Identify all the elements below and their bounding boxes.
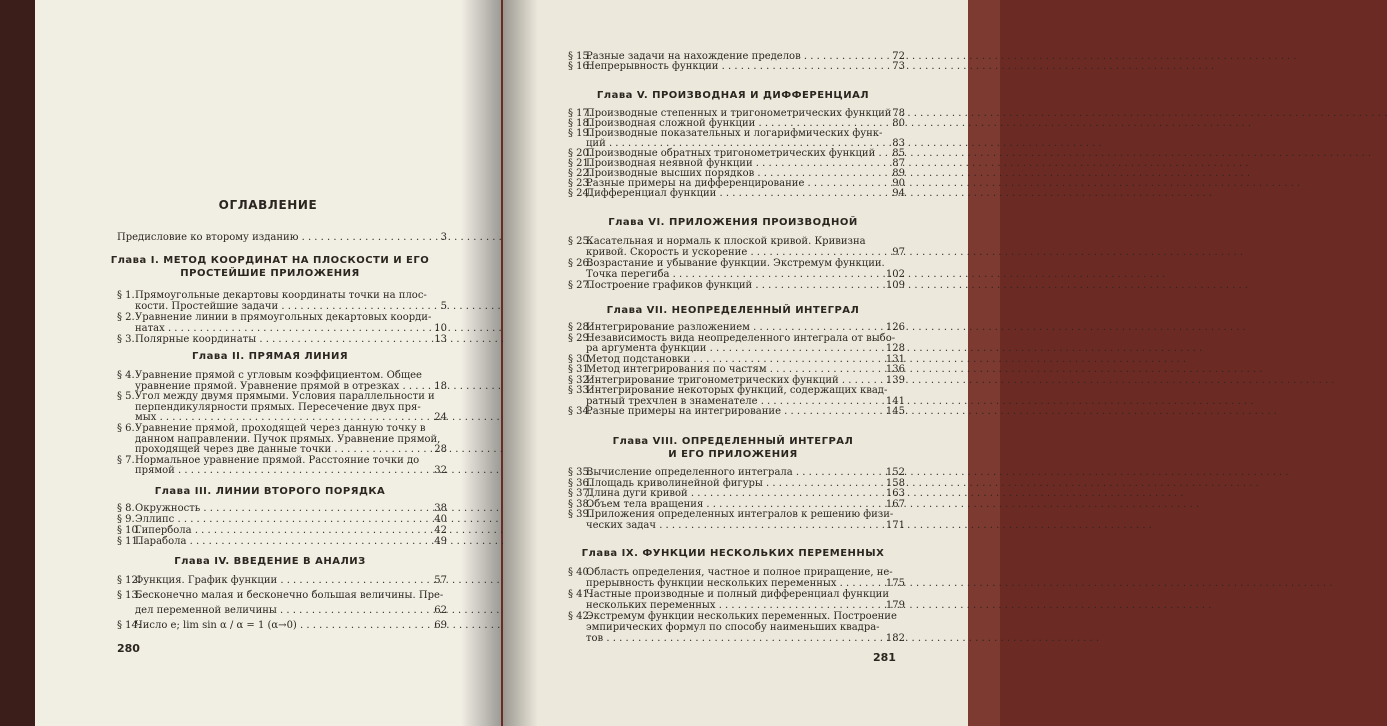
toc-entry[interactable] <box>568 158 905 168</box>
entry-text: Метод интегрирования по частям . . . <box>586 364 869 376</box>
toc-entry[interactable] <box>568 280 905 291</box>
entry-text: Дифференциал функции . . . <box>586 188 869 200</box>
entry-page: 167 <box>885 498 905 510</box>
toc-entry[interactable] <box>117 402 447 413</box>
toc-entry[interactable] <box>117 455 447 466</box>
entry-page: 78 <box>892 108 905 119</box>
chapter-7-entries <box>568 322 905 417</box>
entry-page: 13 <box>434 334 447 345</box>
toc-entry[interactable] <box>568 385 905 396</box>
section-number: § 18. <box>568 118 593 129</box>
section-number: § 2. <box>117 312 135 323</box>
chapter-2-entries <box>117 370 447 476</box>
entry-text: ра аргумента функции . . . <box>586 343 869 355</box>
chapter-7-heading: Глава VII. НЕОПРЕДЕЛЕННЫЙ ИНТЕГРАЛ <box>606 305 860 316</box>
entry-text: Парабола . . . <box>135 536 411 548</box>
section-number: § 30. <box>568 353 593 365</box>
entry-page: 24 <box>434 412 447 424</box>
section-number: § 16. <box>568 61 593 72</box>
entry-page: 179 <box>885 600 905 611</box>
toc-entry[interactable] <box>568 168 905 178</box>
preface-page: 3 <box>440 232 447 243</box>
section-number: § 25. <box>568 236 593 247</box>
toc-entry[interactable] <box>117 536 447 547</box>
chapter-6-entries <box>568 236 905 291</box>
toc-entry[interactable] <box>568 589 905 600</box>
chapter-1-entries <box>117 290 447 345</box>
chapter-9-heading: Глава IX. ФУНКЦИИ НЕСКОЛЬКИХ ПЕРЕМЕННЫХ <box>581 548 885 559</box>
section-number: § 41. <box>568 589 593 600</box>
section-number: § 38. <box>568 498 593 510</box>
entry-page: 32 <box>434 465 447 477</box>
section-number: § 36. <box>568 477 593 489</box>
entry-text: ций . . . <box>586 138 869 150</box>
chapter-3-heading: Глава III. ЛИНИИ ВТОРОГО ПОРЯДКА <box>154 486 386 497</box>
entry-page: 5 <box>440 301 447 312</box>
toc-entry[interactable] <box>568 488 905 499</box>
preface-entry[interactable] <box>117 232 447 244</box>
section-number: § 11. <box>117 536 142 547</box>
entry-page: 126 <box>885 322 905 333</box>
chapter-4-heading: Глава IV. ВВЕДЕНИЕ В АНАЛИЗ <box>174 556 366 567</box>
entry-text: Вычисление определенного интеграла . . . <box>586 467 869 479</box>
entry-page: 42 <box>434 525 447 536</box>
toc-entry[interactable] <box>117 444 447 455</box>
toc-entry[interactable] <box>568 333 905 344</box>
toc-entry[interactable] <box>568 633 905 644</box>
entry-page: 102 <box>885 269 905 280</box>
entry-text: дел переменной величины . . . <box>135 605 411 617</box>
toc-entry[interactable] <box>568 354 905 365</box>
entry-page: 109 <box>885 280 905 291</box>
toc-entry[interactable] <box>568 128 905 138</box>
entry-text: Возрастание и убывание функции. Экстремум функции. <box>586 258 885 269</box>
toc-entry[interactable] <box>117 412 447 423</box>
toc-entry[interactable] <box>568 364 905 375</box>
entry-text: Объем тела вращения . . . <box>586 499 869 511</box>
toc-entry[interactable] <box>117 620 447 635</box>
section-number: § 37. <box>568 488 593 499</box>
toc-entry[interactable] <box>568 61 905 71</box>
toc-entry[interactable] <box>568 578 905 589</box>
section-number: § 13. <box>117 590 142 601</box>
section-number: § 29. <box>568 332 593 344</box>
toc-entry[interactable] <box>117 423 447 434</box>
chapter-3-entries <box>117 503 447 547</box>
entry-text: Уравнение прямой, проходящей через данную точку в <box>135 422 426 434</box>
entry-page: 10 <box>434 323 447 334</box>
section-number: § 1. <box>117 290 135 301</box>
toc-entry[interactable] <box>117 334 447 345</box>
entry-text: Частные производные и полный дифференциал функции <box>586 589 889 600</box>
toc-entry[interactable] <box>568 396 905 407</box>
section-number: § 14. <box>117 620 142 631</box>
entry-text: Построение графиков функций . . . <box>586 280 869 292</box>
chapter-8-entries <box>568 467 905 530</box>
entry-page: 80 <box>892 118 905 129</box>
toc-entry[interactable] <box>568 406 905 417</box>
entry-text: Область определения, частное и полное приращение, не- <box>586 567 893 578</box>
toc-entry[interactable] <box>117 514 447 525</box>
entry-text: Интегрирование некоторых функций, содержащих квад- <box>586 385 888 396</box>
page-number-right: 281 <box>873 651 896 664</box>
gutter-shadow-right <box>503 0 538 726</box>
toc-entry[interactable] <box>568 322 905 333</box>
entry-page: 131 <box>885 353 905 365</box>
entry-text: Экстремум функции нескольких переменных. Построение <box>586 611 897 622</box>
entry-page: 175 <box>885 578 905 589</box>
section-number: § 35. <box>568 467 593 478</box>
entry-text: Производные степенных и тригонометрических функций . . . <box>586 108 869 120</box>
entry-page: 57 <box>434 575 447 586</box>
chapter-5-heading: Глава V. ПРОИЗВОДНАЯ И ДИФФЕРЕНЦИАЛ <box>596 90 870 101</box>
entry-text: Площадь криволинейной фигуры . . . <box>586 478 869 490</box>
section-number: § 5. <box>117 391 135 403</box>
chapter-5-entries <box>568 108 905 198</box>
entry-text: Приложения определенных интегралов к решению физи- <box>586 509 894 520</box>
section-number: § 7. <box>117 454 135 466</box>
toc-entry[interactable] <box>568 343 905 354</box>
entry-page: 90 <box>892 178 905 189</box>
toc-entry[interactable] <box>568 148 905 158</box>
toc-entry[interactable] <box>117 323 447 334</box>
entry-page: 40 <box>434 514 447 525</box>
entry-text: Производные обратных тригонометрических функций . . . <box>586 148 869 160</box>
entry-text: Функция. График функции . . . <box>135 575 411 587</box>
entry-text: Непрерывность функции . . . <box>586 61 869 73</box>
entry-text: Интегрирование тригонометрических функций . . . <box>586 375 869 387</box>
entry-text: Гипербола . . . <box>135 525 411 537</box>
entry-page: 87 <box>892 158 905 169</box>
toc-entry[interactable] <box>568 467 905 478</box>
entry-text: Производная сложной функции . . . <box>586 118 869 130</box>
toc-entry[interactable] <box>568 178 905 188</box>
entry-page: 38 <box>434 503 447 514</box>
entry-page: 69 <box>434 620 447 631</box>
section-number: § 12. <box>117 575 142 586</box>
toc-entry[interactable] <box>117 605 447 620</box>
section-number: § 4. <box>117 370 135 381</box>
toc-entry[interactable] <box>568 236 905 247</box>
section-number: § 39. <box>568 509 593 520</box>
chapter-8-heading: Глава VIII. ОПРЕДЕЛЕННЫЙ ИНТЕГРАЛ И ЕГО ПРИЛОЖЕНИЯ <box>612 436 854 460</box>
entry-page: 139 <box>885 374 905 386</box>
section-number: § 20. <box>568 148 593 159</box>
entry-text: Касательная и нормаль к плоской кривой. Кривизна <box>586 236 866 247</box>
toc-entry[interactable] <box>117 312 447 323</box>
section-number: § 31. <box>568 364 593 375</box>
toc-entry[interactable] <box>568 520 905 531</box>
entry-text: Окружность . . . <box>135 503 411 515</box>
toc-entry[interactable] <box>117 575 447 590</box>
section-number: § 3. <box>117 334 135 345</box>
entry-page: 128 <box>885 343 905 354</box>
entry-text: проходящей через две данные точки . . . <box>135 444 411 456</box>
toc-entry[interactable] <box>568 375 905 386</box>
entry-text: Уравнение прямой с угловым коэффициентом. Общее <box>135 370 422 381</box>
section-number: § 22. <box>568 168 593 179</box>
toc-entry[interactable] <box>568 567 905 578</box>
toc-entry[interactable] <box>117 290 447 301</box>
entry-text: Нормальное уравнение прямой. Расстояние точки до <box>135 454 420 466</box>
toc-entry[interactable] <box>568 478 905 489</box>
entry-page: 28 <box>434 444 447 456</box>
toc-entry[interactable] <box>117 590 447 605</box>
section-number: § 17. <box>568 108 593 119</box>
section-number: § 32. <box>568 374 593 386</box>
entry-text: Точка перегиба . . . <box>586 269 869 281</box>
entry-page: 158 <box>885 477 905 489</box>
entry-page: 49 <box>434 536 447 547</box>
entry-text: Угол между двумя прямыми. Условия параллельности и <box>135 391 435 403</box>
entry-text: уравнение прямой. Уравнение прямой в отрезках . . . <box>135 381 411 393</box>
toc-entry[interactable] <box>568 188 905 198</box>
toc-entry[interactable] <box>568 108 905 118</box>
chapter-4-entries <box>117 575 447 635</box>
toc-title: ОГЛАВЛЕНИЕ <box>218 198 318 212</box>
toc-entry[interactable] <box>117 370 447 381</box>
section-number: § 40. <box>568 567 593 578</box>
toc-entry[interactable] <box>117 381 447 392</box>
section-number: § 19. <box>568 128 593 139</box>
section-number: § 23. <box>568 178 593 189</box>
entry-page: 182 <box>885 633 905 644</box>
entry-text: Уравнение линии в прямоугольных декартовых коорди- <box>135 312 432 323</box>
toc-entry[interactable] <box>568 258 905 269</box>
entry-text: прерывность функции нескольких переменных . . . <box>586 578 869 590</box>
entry-text: Производная неявной функции . . . <box>586 158 869 170</box>
entry-page: 163 <box>885 488 905 499</box>
book-cover-left <box>0 0 35 726</box>
entry-text: Длина дуги кривой . . . <box>586 488 869 500</box>
entry-text: Независимость вида неопределенного интеграла от выбо- <box>586 332 896 344</box>
entry-text: мых . . . <box>135 412 411 424</box>
toc-entry[interactable] <box>117 434 447 445</box>
entry-text: Метод подстановки . . . <box>586 354 869 366</box>
entry-text: ческих задач . . . <box>586 520 869 532</box>
section-number: § 6. <box>117 422 135 434</box>
entry-text: Разные примеры на дифференцирование . . . <box>586 178 869 190</box>
toc-entry[interactable] <box>568 499 905 510</box>
top-entries <box>568 51 905 71</box>
section-number: § 27. <box>568 280 593 291</box>
toc-entry[interactable] <box>568 269 905 280</box>
toc-entry[interactable] <box>568 611 905 622</box>
right-page <box>503 0 968 726</box>
toc-entry[interactable] <box>117 301 447 312</box>
section-number: § 24. <box>568 188 593 199</box>
entry-text: Производные показательных и логарифмических функ- <box>586 128 883 139</box>
entry-text: Полярные координаты . . . <box>135 334 411 346</box>
entry-page: 73 <box>892 61 905 72</box>
entry-text: Разные задачи на нахождение пределов . . . <box>586 51 869 63</box>
section-number: § 10. <box>117 525 142 536</box>
entry-text: Разные примеры на интегрирование . . . <box>586 406 869 418</box>
toc-entry[interactable] <box>568 118 905 128</box>
entry-text: Производные высших порядков . . . <box>586 168 869 180</box>
toc-entry[interactable] <box>117 465 447 476</box>
entry-text: тов . . . <box>586 633 869 645</box>
preface-text: Предисловие ко второму изданию . . . <box>117 232 411 244</box>
section-number: § 15. <box>568 51 593 62</box>
entry-page: 62 <box>434 605 447 616</box>
entry-text: Интегрирование разложением . . . <box>586 322 869 334</box>
entry-page: 89 <box>892 168 905 179</box>
section-number: § 8. <box>117 503 135 514</box>
section-number: § 42. <box>568 611 593 622</box>
entry-page: 94 <box>892 188 905 199</box>
entry-page: 136 <box>885 364 905 375</box>
chapter-9-entries <box>568 567 905 644</box>
section-number: § 21. <box>568 158 593 169</box>
gutter-shadow-left <box>461 0 501 726</box>
entry-text: эмпирических формул по способу наименьших квадра- <box>586 622 880 633</box>
entry-text: данном направлении. Пучок прямых. Уравнение прямой, <box>135 433 441 445</box>
section-number: § 9. <box>117 514 135 525</box>
left-page <box>35 0 501 726</box>
section-number: § 28. <box>568 322 593 333</box>
chapter-1-heading: Глава I. МЕТОД КООРДИНАТ НА ПЛОСКОСТИ И ЕГО ПРОСТЕЙШИЕ ПРИЛОЖЕНИЯ <box>110 255 430 279</box>
entry-text: Прямоугольные декартовы координаты точки на плос- <box>135 290 427 301</box>
entry-text: перпендикулярности прямых. Пересечение двух пря- <box>135 401 421 413</box>
toc-entry[interactable] <box>117 391 447 402</box>
entry-text: натах . . . <box>135 323 411 335</box>
toc-entry[interactable] <box>568 247 905 258</box>
toc-entry[interactable] <box>568 509 905 520</box>
entry-page: 85 <box>892 148 905 159</box>
toc-entry[interactable] <box>568 600 905 611</box>
entry-page: 83 <box>892 138 905 149</box>
entry-page: 145 <box>885 406 905 417</box>
entry-page: 97 <box>892 247 905 258</box>
entry-page: 171 <box>885 519 905 531</box>
section-number: § 33. <box>568 385 593 396</box>
entry-text: ратный трехчлен в знаменателе . . . <box>586 396 869 408</box>
entry-page: 72 <box>892 51 905 62</box>
entry-text: нескольких переменных . . . <box>586 600 869 612</box>
entry-text: кривой. Скорость и ускорение . . . <box>586 247 869 259</box>
entry-text: Число e; lim sin α / α = 1 (α→0) . . . <box>135 620 411 632</box>
entry-text: кости. Простейшие задачи . . . <box>135 301 411 313</box>
toc-entry[interactable] <box>117 503 447 514</box>
chapter-2-heading: Глава II. ПРЯМАЯ ЛИНИЯ <box>191 351 349 362</box>
section-number: § 26. <box>568 258 593 269</box>
page-number-left: 280 <box>117 642 140 655</box>
entry-text: Бесконечно малая и бесконечно большая величины. Пре- <box>135 590 444 601</box>
entry-page: 141 <box>885 395 905 407</box>
toc-entry[interactable] <box>568 138 905 148</box>
toc-entry[interactable] <box>568 51 905 61</box>
chapter-6-heading: Глава VI. ПРИЛОЖЕНИЯ ПРОИЗВОДНОЙ <box>608 217 858 228</box>
toc-entry[interactable] <box>568 622 905 633</box>
entry-text: Эллипс . . . <box>135 514 411 526</box>
toc-entry[interactable] <box>117 525 447 536</box>
entry-page: 152 <box>885 467 905 478</box>
section-number: § 34. <box>568 406 593 417</box>
entry-text: прямой . . . <box>135 465 411 477</box>
entry-page: 18 <box>434 380 447 392</box>
